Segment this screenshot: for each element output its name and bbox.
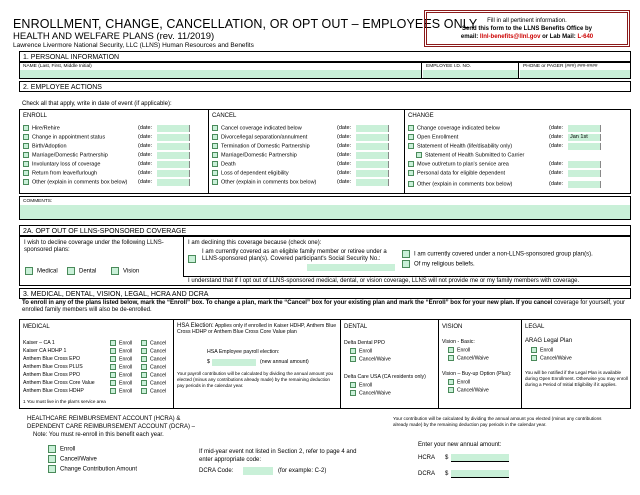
date-input[interactable] [157,143,190,150]
checkbox[interactable] [212,125,218,131]
checkbox[interactable] [350,348,356,354]
checkbox[interactable] [48,455,56,463]
medical-cancel-option[interactable]: Cancel [141,348,166,355]
reason1-checkbox[interactable] [188,255,196,263]
medical-cancel-option[interactable]: Cancel [141,340,166,347]
checkbox[interactable] [111,267,119,275]
medical-enroll-option[interactable]: Enroll [110,340,132,347]
date-input[interactable] [157,125,190,132]
checkbox[interactable] [141,380,147,386]
change-item[interactable]: Personal data for eligible dependent [408,170,505,177]
date-label: (date: [549,161,564,167]
enter-amount-label: Enter your new annual amount: [418,442,502,448]
date-label: (date: [138,170,153,176]
checkbox[interactable] [350,382,356,388]
checkbox[interactable] [141,372,147,378]
plans-box [19,319,631,409]
name-label: NAME (Last, First, Middle Initial) [23,64,92,69]
reason-title: I am declining this coverage because (check one): [188,240,322,246]
medical-enroll-option[interactable]: Enroll [110,372,132,379]
opt-out-box [19,236,631,286]
date-input[interactable] [157,170,190,177]
date-input[interactable] [568,181,601,188]
date-input[interactable] [356,134,389,141]
date-label: (date: [549,143,564,149]
medical-enroll-option[interactable]: Enroll [110,348,132,355]
checkbox[interactable] [110,372,116,378]
change-item[interactable]: Statement of Health Submitted to Carrier [416,152,524,159]
change-item[interactable]: Change coverage indicated below [408,125,500,132]
change-item[interactable]: Open Enrollment [408,134,458,141]
cancel-item[interactable]: Other (explain in comments box below) [212,179,316,186]
checkbox[interactable] [23,170,29,176]
dcra-code-input[interactable] [243,467,273,475]
date-label: (date: [138,179,153,185]
date-label: (date: [549,134,564,140]
hsa-payroll-label: HSA Employee payroll election: [207,349,280,355]
enroll-item[interactable]: Change in appointment status [23,134,105,141]
vision-plan-1-cancel[interactable]: Cancel/Waive [448,355,489,362]
checkbox[interactable] [141,388,147,394]
opt-out-understanding: I understand that if I opt out of LLNS-sponsored medical, dental, or vision coverage, LLNS will not provide me or my family members with coverage. [188,278,580,284]
checkbox[interactable] [408,143,414,149]
checkbox[interactable] [408,181,414,187]
benefits-email-link[interactable]: llnl-benefits@llnl.gov [479,34,541,40]
checkbox[interactable] [110,340,116,346]
hsa-dollar: $ [207,359,210,365]
checkbox[interactable] [141,356,147,362]
vision-title: VISION [442,324,463,330]
date-input[interactable] [568,143,601,150]
cancel-column-title: CANCEL [212,113,237,119]
checkbox[interactable] [402,250,410,258]
date-input[interactable] [157,134,190,141]
checkbox[interactable] [110,388,116,394]
date-label: (date: [337,143,352,149]
dcra-label: DCRA [418,471,436,477]
checkbox[interactable] [141,340,147,346]
checkbox[interactable] [23,161,29,167]
checkbox[interactable] [23,134,29,140]
open-enrollment-date-input[interactable]: Jan 1st [568,134,601,141]
medical-plan: Anthem Blue Cross EPO [23,356,81,362]
legal-plan: ARAG Legal Plan [525,338,573,344]
checkbox[interactable] [531,355,537,361]
checkbox[interactable] [350,390,356,396]
checkbox[interactable] [416,152,422,158]
date-input[interactable] [157,179,190,186]
dental-plan-2: Delta Care USA (CA residents only) [344,374,426,380]
hcra-amount-input[interactable] [451,454,509,462]
checkbox[interactable] [212,152,218,158]
name-input[interactable] [20,70,421,78]
checkbox[interactable] [110,356,116,362]
medical-plan: Anthem Blue Cross HDHP [23,388,84,394]
enroll-column-title: ENROLL [23,113,48,119]
date-label: (date: [549,125,564,131]
hcra-dollar: $ [445,455,449,461]
date-label: (date: [549,170,564,176]
medical-cancel-option[interactable]: Cancel [141,388,166,395]
checkbox[interactable] [212,161,218,167]
date-input[interactable] [356,143,389,150]
checkbox[interactable] [408,134,414,140]
date-label: (date: [337,134,352,140]
dental-plan-2-enroll[interactable]: Enroll [350,382,372,389]
phone-label: PHONE or PAGER (###) ###-#### [523,64,598,69]
date-input[interactable] [157,161,190,168]
checkbox[interactable] [448,379,454,385]
form-subtitle: HEALTH AND WELFARE PLANS (rev. 11/2019) [13,31,215,42]
checkbox[interactable] [23,179,29,185]
form-title: ENROLLMENT, CHANGE, CANCELLATION, OR OPT OUT – EMPLOYEES ONLY [13,17,478,31]
reimbursement-option-cancel[interactable]: Cancel/Waive [48,455,97,464]
medical-plan: Kaiser CA HDHP 1 [23,348,67,354]
medical-enroll-option[interactable]: Enroll [110,380,132,387]
section3-title: 3. MEDICAL, DENTAL, VISION, LEGAL, HCRA AND DCRA [19,288,631,299]
enroll-item[interactable]: Birth/Adoption [23,143,67,150]
date-label: (date: [337,179,352,185]
checkbox[interactable] [23,143,29,149]
checkbox[interactable] [110,380,116,386]
hsa-header: HSA Election: Applies only if enrolled in Kaiser HDHP, Anthem Blue Cross HDHP or Anthem Blue Cross Core Value plan [177,323,337,336]
checkbox[interactable] [141,364,147,370]
checkbox[interactable] [212,179,218,185]
medical-cancel-option[interactable]: Cancel [141,372,166,379]
dcra-dollar: $ [445,471,449,477]
medical-plan: Anthem Blue Cross Core Value [23,380,95,386]
legal-note: You will be notified if the Legal Plan is available during Open Enrollment. Otherwise you may enroll during a Period of Initial Eligibility if it applies. [525,370,628,387]
cancel-item[interactable]: Marriage/Domestic Partnership [212,152,297,159]
medical-enroll-option[interactable]: Enroll [110,356,132,363]
checkbox[interactable] [212,170,218,176]
comments-label: COMMENTS: [23,199,53,204]
change-item[interactable]: Other (explain in comments box below) [408,181,512,188]
checkbox[interactable] [408,170,414,176]
date-label: (date: [138,161,153,167]
section3-instructions: To enroll in any of the plans listed below, mark the “Enroll” box. To change a plan, mark the “Cancel” box for your existing plan and mark the “Enroll” box for your new plan. If you cancel coverage for yourself, your enrolled family members will also be de-enrolled. [22,300,626,314]
date-label: (date: [337,125,352,131]
employee-id-input[interactable] [423,70,518,78]
vision-plan-1: Vision - Basic: [442,339,475,345]
reason1-text: I am currently covered as an eligible family member or retiree under a LLNS-sponsored plan(s). Covered participant's Social Security No.: [202,249,387,263]
checkbox[interactable] [110,348,116,354]
dental-plan-1: Delta Dental PPO [344,340,385,346]
checkbox[interactable] [110,364,116,370]
date-label: (date: [549,181,564,187]
reason2-option[interactable]: I am currently covered under a non-LLNS-sponsored group plan(s). [402,250,593,259]
medical-cancel-option[interactable]: Cancel [141,380,166,387]
medical-plan: Kaiser – CA 1 [23,340,55,346]
opt-out-plan-medical[interactable]: Medical [25,267,58,276]
medical-cancel-option[interactable]: Cancel [141,364,166,371]
checkbox[interactable] [48,445,56,453]
enroll-item[interactable]: Involuntary loss of coverage [23,161,100,168]
reimbursement-option-change[interactable]: Change Contribution Amount [48,465,137,474]
date-input[interactable] [568,170,601,177]
notice-line-2: Send this form to the LLNS Benefits Office by [461,26,592,32]
reimbursement-title-1: HEALTHCARE REIMBURSEMENT ACCOUNT (HCRA) & [27,416,181,422]
dental-plan-1-cancel[interactable]: Cancel/Waive [350,356,391,363]
dental-plan-1-enroll[interactable]: Enroll [350,348,372,355]
change-column-title: CHANGE [408,113,434,119]
checkbox[interactable] [408,161,414,167]
date-label: (date: [138,125,153,131]
date-input[interactable] [568,161,601,168]
dcra-amount-input[interactable] [451,470,509,478]
comments-box [19,196,631,220]
date-input[interactable] [356,161,389,168]
reason3-option[interactable]: Of my religious beliefs. [402,260,475,269]
date-input[interactable] [356,170,389,177]
date-input[interactable] [157,152,190,159]
contribution-note: Your contribution will be calculated by dividing the annual amount you elected (minus any contributions already made) by the remaining deduction pay periods in the calendar year. [393,416,602,427]
org-name: Lawrence Livermore National Security, LLC (LLNS) Human Resources and Benefits [13,42,254,49]
change-item[interactable]: Move out/return to plan's service area [408,161,509,168]
date-input[interactable] [356,179,389,186]
medical-enroll-option[interactable]: Enroll [110,388,132,395]
checkbox[interactable] [402,260,410,268]
employee-id-label: EMPLOYEE I.D. NO. [426,64,472,69]
date-label: (date: [337,152,352,158]
checkbox[interactable] [212,134,218,140]
dcra-code-label: DCRA Code: [199,468,234,474]
vision-plan-2-enroll[interactable]: Enroll [448,379,470,386]
checkbox[interactable] [531,347,537,353]
cancel-item[interactable]: Cancel coverage indicated below [212,125,302,132]
date-input[interactable] [356,125,389,132]
date-input[interactable] [568,125,601,132]
legal-enroll[interactable]: Enroll [531,347,553,354]
date-label: (date: [337,170,352,176]
medical-enroll-option[interactable]: Enroll [110,364,132,371]
personal-info-row [19,62,631,79]
dental-plan-2-cancel[interactable]: Cancel/Waive [350,390,391,397]
reimbursement-title-2: DEPENDENT CARE REIMBURSEMENT ACCOUNT (DCRA) – [27,424,196,430]
legal-cancel[interactable]: Cancel/Waive [531,355,572,362]
date-label: (date: [337,161,352,167]
dental-title: DENTAL [344,324,368,330]
reimbursement-option-enroll[interactable]: Enroll [48,445,75,454]
date-input[interactable] [356,152,389,159]
checkbox[interactable] [141,348,147,354]
cancel-item[interactable]: Divorce/legal separation/annulment [212,134,307,141]
vision-plan-2: Vision – Buy-up Option (Plus): [442,371,512,377]
hsa-amount-input[interactable] [212,359,256,366]
opt-out-plan-vision[interactable]: Vision [111,267,139,276]
cancel-item[interactable]: Loss of dependent eligibility [212,170,289,177]
checkbox[interactable] [212,143,218,149]
enroll-item[interactable]: Return from leave/furlough [23,170,97,177]
enroll-item[interactable]: Marriage/Domestic Partnership [23,152,108,159]
midyear-instructions: If mid-year event not listed in Section 2, refer to page 4 and enter appropriate code: [199,449,357,463]
checkbox[interactable] [408,125,414,131]
checkbox[interactable] [25,267,33,275]
legal-title: LEGAL [525,324,545,330]
checkbox[interactable] [23,125,29,131]
submission-notice [424,10,630,47]
medical-footnote: 1 You must live in the plan's service area [23,399,106,404]
decline-text: I wish to decline coverage under the following LLNS-sponsored plans: [24,240,164,254]
checkbox[interactable] [23,152,29,158]
date-label: (date: [138,134,153,140]
date-label: (date: [138,143,153,149]
enroll-item[interactable]: Hire/Rehire [23,125,60,132]
section2-title: 2. EMPLOYEE ACTIONS [19,81,631,92]
hcra-label: HCRA [418,455,436,461]
section1-title: 1. PERSONAL INFORMATION [19,51,631,62]
section2-instructions: Check all that apply, write in date of event (if applicable): [22,101,172,107]
medical-title: MEDICAL [23,324,50,330]
ssn-input[interactable] [307,264,395,271]
comments-input[interactable] [20,205,630,219]
checkbox[interactable] [67,267,75,275]
notice-line-3: email: llnl-benefits@llnl.gov or Lab Mail: L-640 [460,34,594,40]
section2a-title: 2A. OPT OUT OF LLNS-SPONSORED COVERAGE [19,225,631,236]
cancel-item[interactable]: Death [212,161,236,168]
hsa-annual-label: (new annual amount) [260,359,309,365]
reimbursement-note: Note: You must re-enroll in this benefit each year. [33,432,164,438]
checkbox[interactable] [448,355,454,361]
enroll-item[interactable]: Other (explain in comments box below) [23,179,127,186]
phone-input[interactable] [520,70,630,78]
medical-plan: Anthem Blue Cross PPO [23,372,81,378]
change-item[interactable]: Statement of Health (life/disability only) [408,143,512,150]
dcra-code-example: (for example: C-2) [278,468,327,474]
checkbox[interactable] [448,387,454,393]
hsa-note: Your payroll contribution will be calculated by dividing the annual amount you elected (minus any contributions already made) by the remaining deduction pay periods in the calendar year. [177,371,334,388]
checkbox[interactable] [448,347,454,353]
vision-plan-2-cancel[interactable]: Cancel/Waive [448,387,489,394]
vision-plan-1-enroll[interactable]: Enroll [448,347,470,354]
checkbox[interactable] [350,356,356,362]
checkbox[interactable] [48,465,56,473]
date-label: (date: [138,152,153,158]
medical-plan: Anthem Blue Cross PLUS [23,364,83,370]
opt-out-plan-dental[interactable]: Dental [67,267,96,276]
notice-line-1: Fill in all pertinent information. [487,18,567,24]
cancel-item[interactable]: Termination of Domestic Partnership [212,143,310,150]
medical-cancel-option[interactable]: Cancel [141,356,166,363]
